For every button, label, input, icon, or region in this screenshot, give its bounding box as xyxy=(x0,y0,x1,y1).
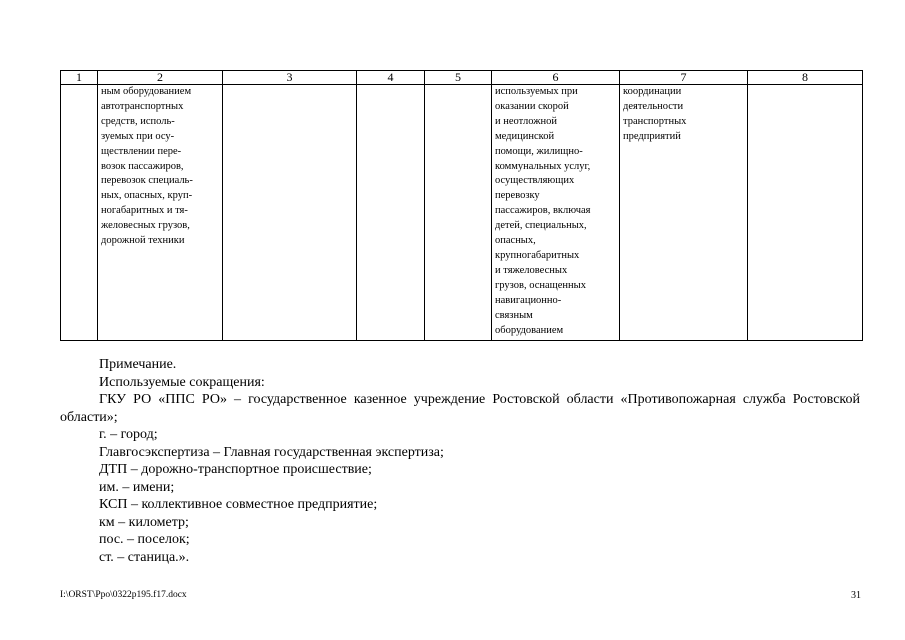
table-row xyxy=(61,85,863,341)
table-cell-col7: координации деятельности транспортных предприятий xyxy=(620,85,748,341)
page-number: 31 xyxy=(851,590,861,601)
column-header-7: 7 xyxy=(620,71,748,85)
table-cell-col5 xyxy=(425,85,492,341)
table-cell-col6: используемых при оказании скорой и неотложной медицинской помощи, жилищно- коммунальных услуг, осуществляющих перевозку пассажиров, включая детей, специальных, опасных, крупногабаритных и тяжеловесных грузов, оснащенных навигационно- связным оборудованием xyxy=(492,85,620,341)
abbreviation-item: ГКУ РО «ППС РО» – государственное казенное учреждение Ростовской области «Противопожарная служба Ростовской области»; xyxy=(60,392,860,425)
column-header-4: 4 xyxy=(357,71,425,85)
column-header-2: 2 xyxy=(98,71,223,85)
table-cell-col4 xyxy=(357,85,425,341)
column-header-8: 8 xyxy=(748,71,863,85)
abbreviations-heading: Используемые сокращения: xyxy=(99,374,265,390)
table-cell-col3 xyxy=(223,85,357,341)
table-cell-col1 xyxy=(61,85,98,341)
notes-section xyxy=(60,356,860,566)
column-header-3: 3 xyxy=(223,71,357,85)
table-cell-col2: ным оборудованием автотранспортных средств, исполь- зуемых при осу- ществлении пере- возок пассажиров, перевозок специаль- ных, опасных, круп- ногабаритных и тя- желовесных грузов, дорожной техники xyxy=(98,85,223,341)
note-heading: Примечание. xyxy=(99,357,177,372)
table-header-row xyxy=(61,71,863,85)
abbreviation-item: пос. – поселок; xyxy=(99,532,190,547)
column-header-6: 6 xyxy=(492,71,620,85)
data-table xyxy=(60,70,863,341)
abbreviation-item: им. – имени; xyxy=(99,479,175,495)
abbreviation-item: КСП – коллективное совместное предприятие; xyxy=(99,497,378,512)
abbreviation-item: ДТП – дорожно-транспортное происшествие; xyxy=(99,462,372,477)
abbreviation-item: км – километр; xyxy=(99,514,189,530)
abbreviation-item: Главгосэкспертиза – Главная государственная экспертиза; xyxy=(99,444,444,460)
column-header-1: 1 xyxy=(61,71,98,85)
abbreviation-item: ст. – станица.». xyxy=(99,549,190,565)
column-header-5: 5 xyxy=(425,71,492,85)
footer-file-path: I:\ORST\Ppo\0322p195.f17.docx xyxy=(60,590,187,600)
abbreviation-item: г. – город; xyxy=(99,427,158,442)
table-cell-col8 xyxy=(748,85,863,341)
